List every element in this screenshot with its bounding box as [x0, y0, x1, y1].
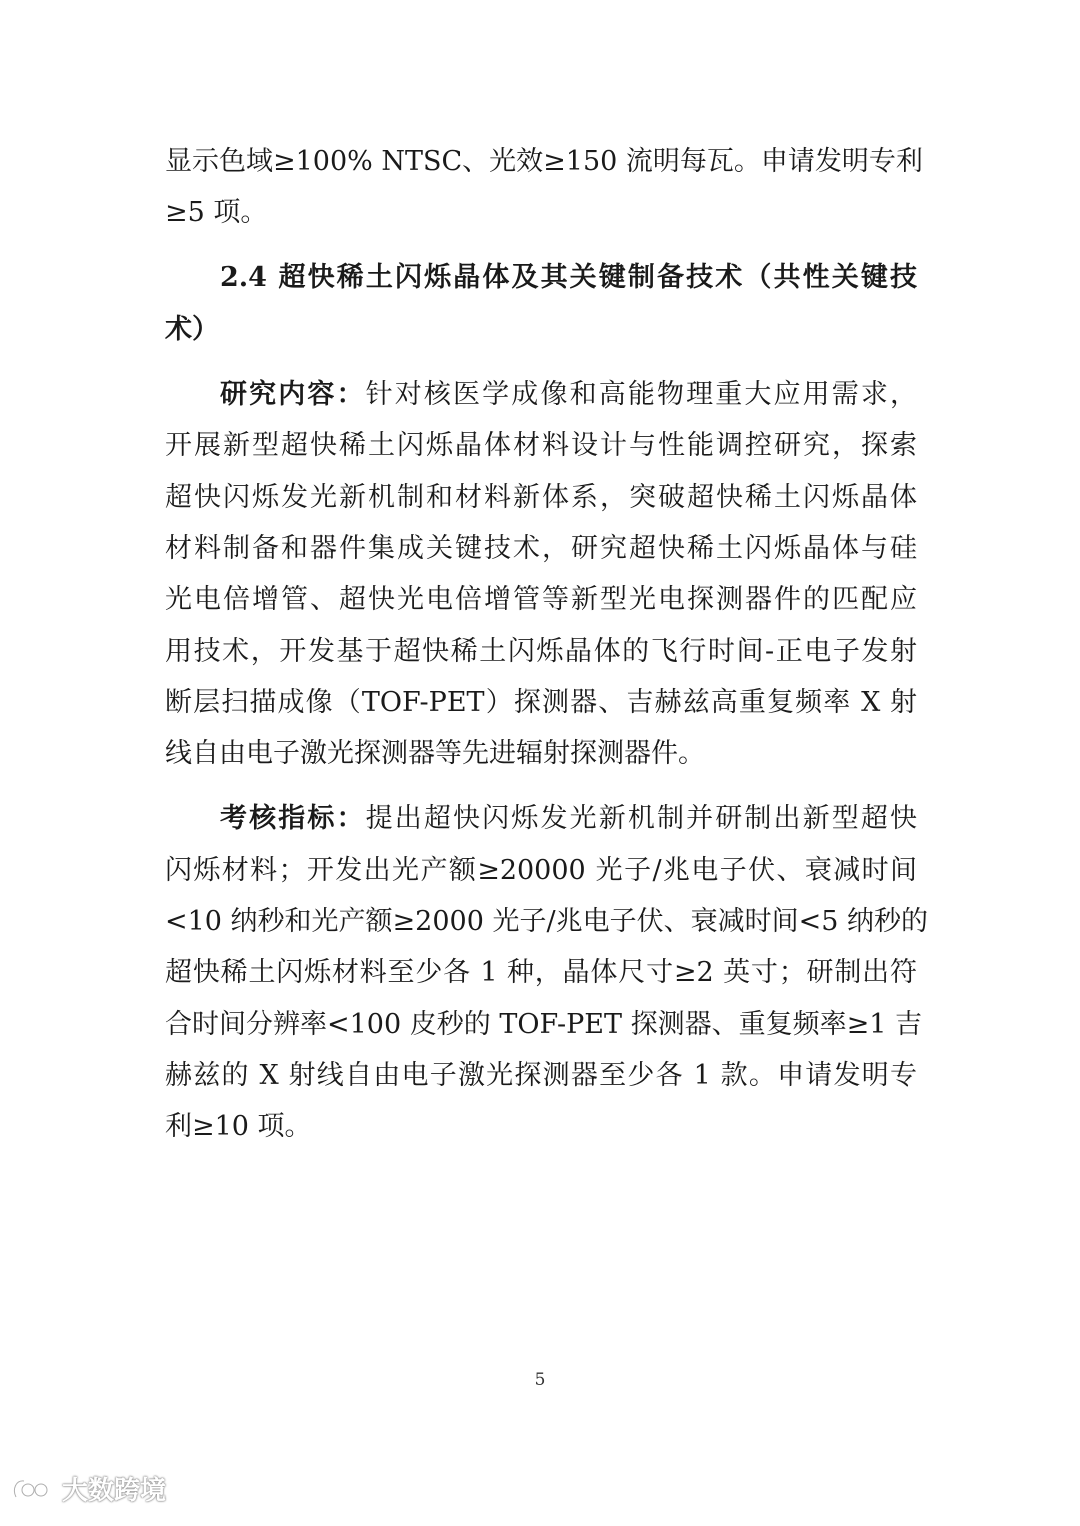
- paragraph-line: 超快闪烁发光新机制和材料新体系，突破超快稀土闪烁晶体: [165, 482, 917, 513]
- paragraph-line: 用技术，开发基于超快稀土闪烁晶体的飞行时间-正电子发射: [165, 636, 917, 667]
- assessment-first-line: [220, 799, 917, 839]
- assessment-label: 考核指标：: [220, 803, 366, 834]
- paragraph-line: 利≥10 项。: [165, 1111, 312, 1142]
- paragraph-line: 赫兹的 X 射线自由电子激光探测器至少各 1 款。申请发明专: [165, 1060, 917, 1091]
- paragraph-line: 显示色域≥100% NTSC、光效≥150 流明每瓦。申请发明专利: [165, 146, 923, 177]
- paragraph-line: 光电倍增管、超快光电倍增管等新型光电探测器件的匹配应: [165, 584, 917, 615]
- paragraph-line: <10 纳秒和光产额≥2000 光子/兆电子伏、衰减时间<5 纳秒的: [165, 906, 928, 937]
- paragraph-line: 开展新型超快稀土闪烁晶体材料设计与性能调控研究，探索: [165, 430, 917, 461]
- assessment-text: 提出超快闪烁发光新机制并研制出新型超快: [365, 803, 918, 834]
- brand-logo-icon: [10, 1475, 56, 1503]
- paragraph-line: 闪烁材料；开发出光产额≥20000 光子/兆电子伏、衰减时间: [165, 855, 917, 886]
- research-content-label: 研究内容：: [220, 379, 366, 410]
- paragraph-line: 线自由电子激光探测器等先进辐射探测器件。: [165, 738, 705, 769]
- watermark: [10, 1470, 166, 1507]
- section-heading-continuation: 术）: [165, 314, 219, 345]
- paragraph-line: 断层扫描成像（TOF-PET）探测器、吉赫兹高重复频率 X 射: [165, 687, 917, 718]
- section-heading: 2.4 超快稀土闪烁晶体及其关键制备技术（共性关键技: [220, 262, 917, 293]
- paragraph-line: 超快稀土闪烁材料至少各 1 种，晶体尺寸≥2 英寸；研制出符: [165, 957, 917, 988]
- paragraph-line: ≥5 项。: [165, 197, 268, 228]
- watermark-text: 大数跨境: [62, 1476, 167, 1506]
- research-content-text: 针对核医学成像和高能物理重大应用需求，: [365, 379, 918, 410]
- page-number: 5: [534, 1370, 546, 1390]
- research-content-first-line: [220, 375, 917, 415]
- paragraph-line: 材料制备和器件集成关键技术，研究超快稀土闪烁晶体与硅: [165, 533, 917, 564]
- paragraph-line: 合时间分辨率<100 皮秒的 TOF-PET 探测器、重复频率≥1 吉: [165, 1009, 922, 1040]
